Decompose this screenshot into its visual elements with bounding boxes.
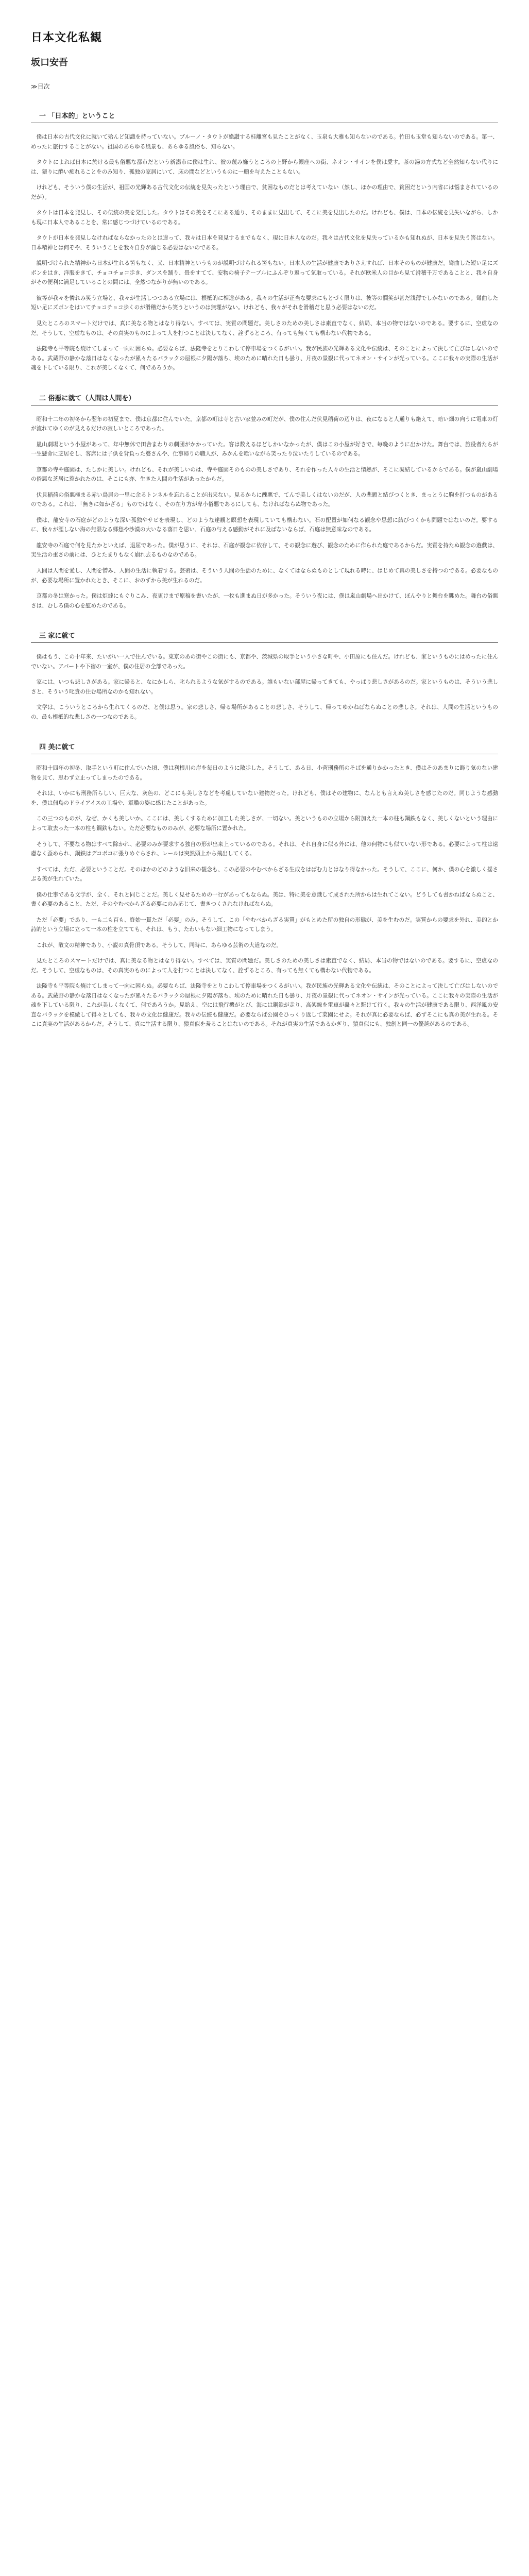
table-of-contents-link[interactable]: ≫目次 [31,83,50,90]
chapter-body [31,132,498,373]
body-paragraph: 法隆寺も平等院も焼けてしまって一向に困らぬ。必要ならば、法隆寺をとりこわして停車場をつくるがいい。我が民族の光輝ある文化や伝統は、そのことによって決して亡びはしないのである。武蔵野の静かな落日はなくなったが累々たるバラックの屋根に夕陽が落ち、埃のために晴れた日も曇り、月夜の景観に代ってネオン・サインが光っている。ここに我々の実際の生活が魂を下している限り、これが美しくなくて、何であろうか。 [31,346,498,371]
body-paragraph: 文学は、こういうところから生れてくるのだ、と僕は思う。家の悲しさ、帰る場所があることの悲しさ、そうして、帰ってゆかねばならぬことの悲しさ。それは、人間の生活というものの、最も根柢的な悲しさの一つなのである。 [31,704,498,720]
body-paragraph: 昭和十四年の初冬、取手という町に住んでいた頃、僕は利根川の岸を毎日のように散歩した。そうして、ある日、小菅刑務所のそばを通りかかったとき、僕はそのあまりに飾り気のない建物を見て、思わず立止ってしまったのである。 [31,765,498,781]
body-paragraph: タウトが日本を発見しなければならなかったのとは違って、我々は日本を発見するまでもなく、現に日本人なのだ。我々は古代文化を見失っているかも知れぬが、日本を見失う筈はない。日本精神とは何ぞや、そういうことを我々自身が論じる必要はないのである。 [31,235,498,251]
body-paragraph: 京都の冬は寒かった。僕は炬燵にもぐりこみ、夜更けまで原稿を書いたが、一枚も進まぬ日が多かった。そういう夜には、僕は嵐山劇場へ出かけて、ぼんやりと舞台を眺めた。舞台の俗悪さは、むしろ僕の心を慰めたのである。 [31,593,498,609]
body-paragraph: 嵐山劇場という小屋があって、年中無休で田舎まわりの劇団がかかっていた。客は数えるほどしかいなかったが、僕はこの小屋が好きで、毎晩のように出かけた。舞台では、旅役者たちが一生懸命に芝居をし、客席には子供を背負った婆さんや、仕事帰りの職人が、みかんを喰いながら笑ったり泣いたりしているのである。 [31,441,498,457]
body-paragraph: ただ「必要」であり、一も二も百も、終始一貫ただ「必要」のみ。そうして、この「やむべからざる実質」がもとめた所の独自の形態が、美を生むのだ。実質からの要求を外れ、美的とか詩的という立場に立って一本の柱を立てても、それは、もう、たわいもない細工物になってしまう。 [31,917,498,933]
body-paragraph: タウトは日本を発見し、その伝統の美を発見した。タウトはその美をそこにある通り、そのままに見出して、そこに美を見出したのだ。けれども、僕は、日本の伝統を見失いながら、しかも現に日本人であることを、常に感じつづけているのである。 [31,210,498,226]
body-paragraph: 家には、いつも悲しさがある。家に帰ると、なにかしら、叱られるような気がするのである。誰もいない部屋に帰ってきても、やっぱり悲しさがあるのだ。家というものは、そういう悲しさと、そういう叱責の住む場所なのかも知れない。 [31,679,498,695]
chapter-body [31,764,498,1029]
chapter-body [31,652,498,722]
chapter-heading: 一 「日本的」ということ [31,110,498,123]
chapters-container [31,110,498,1029]
body-paragraph: 龍安寺の石庭で何を見たかといえば、退屈であった。僕が思うに、それは、石庭が観念に依存して、その観念に遊び、観念のために作られた庭であるからだ。実質を持たぬ観念の遊戯は、実生活の重さの前には、ひとたまりもなく崩れ去るものなのである。 [31,542,498,558]
body-paragraph: 京都の寺や庭園は、たしかに美しい。けれども、それが美しいのは、寺や庭園そのものの美しさであり、それを作った人々の生活と情熱が、そこに凝結しているからである。僕が嵐山劇場の俗悪な芝居に惹かれたのは、そこにも亦、生きた人間の生活があったからだ。 [31,466,498,483]
body-paragraph: 僕はもう、この十年来、たいがい一人で住んでいる。東京のあの街やこの街にも、京都や、茨城県の取手という小さな町や、小田原にも住んだ。けれども、家というものにはめったに住んでいない。アパートや下宿の一室が、僕の住居の全部であった。 [31,654,498,670]
body-paragraph: この三つのものが、なぜ、かくも美しいか。ここには、美しくするために加工した美しさが、一切ない。美というものの立場から附加えた一本の柱も鋼鉄もなく、美しくないという理由によって取去った一本の柱も鋼鉄もない。ただ必要なもののみが、必要な場所に置かれた。 [31,816,498,832]
body-paragraph: 彼等が我々を憐れみ笑う立場と、我々が生活しつつある立場には、根柢的に相違がある。我々の生活が正当な要求にもとづく限りは、彼等の憫笑が甚だ浅薄でしかないのである。彎曲した短い足にズボンをはいてチョコチョコ歩くのが滑稽だから笑うというのは無理がない。けれども、我々がそれを滑稽だと思う必要はないのだ。 [31,295,498,311]
chapter-heading: 四 美に就て [31,741,498,754]
chapter-section [31,630,498,722]
chapter-body [31,415,498,611]
body-paragraph: それは、いかにも刑務所らしい、巨大な、灰色の、どこにも美しさなどを考慮していない建物だった。けれども、僕はその建物に、なんとも言えぬ美しさを感じたのだ。同じような感動を、僕は佃島のドライアイスの工場や、軍艦の姿に感じたことがあった。 [31,790,498,806]
chapter-section [31,741,498,1029]
body-paragraph: 僕は、龍安寺の石庭がどのような深い孤独やサビを表現し、どのような達観と瞑想を表現していても構わない。石の配置が如何なる観念や思想に結びつくかも問題ではないのだ。要するに、我々が涯しない海の無限なる郷愁や沙漠の大いなる落日を思い、石庭の与える感動がそれに及ばないならば、石庭は無意味なのである。 [31,517,498,533]
chapter-heading: 二 俗悪に就て（人間は人間を） [31,393,498,405]
body-paragraph: けれども、そういう僕の生活が、祖国の光輝ある古代文化の伝統を見失ったという理由で、貧困なものだとは考えていない（然し、ほかの理由で、貧困だという内省には悩まされているのだが）。 [31,184,498,200]
chapter-heading: 三 家に就て [31,630,498,643]
body-paragraph: すべては、ただ、必要ということだ。そのほかのどのような旧来の観念も、この必要のやむべからざる生成をはばむ力とはなり得なかった。そうして、ここに、何か、僕の心を激しく揺さぶる美が生れていた。 [31,866,498,883]
body-paragraph: 人間は人間を愛し、人間を憎み、人間の生活に執着する。芸術は、そういう人間の生活のために、なくてはならぬものとして現れる時に、はじめて真の美しさを持つのである。必要なものが、必要な場所に置かれたとき、そこに、おのずから美が生れるのだ。 [31,568,498,584]
body-paragraph: そうして、不要なる物はすべて除かれ、必要のみが要求する独自の形が出来上っているのである。それは、それ自身に似る外には、他の何物にも似ていない形である。必要によって柱は遠慮なく歪められ、鋼鉄はデコボコに張りめぐらされ、レールは突然頭上から飛出してくる。 [31,841,498,857]
body-paragraph: これが、散文の精神であり、小説の真骨頂である。そうして、同時に、あらゆる芸術の大道なのだ。 [36,942,282,948]
book-title: 日本文化私観 [31,31,103,44]
chapter-section [31,110,498,373]
body-paragraph: 僕の仕事である文学が、全く、それと同じことだ。美しく見せるための一行があってもならぬ。美は、特に美を意識して成された所からは生れてこない。どうしても書かねばならぬこと、書く必要のあること、ただ、そのやむべからざる必要にのみ応じて、書きつくされなければならぬ。 [31,891,498,908]
author-name: 坂口安吾 [31,57,68,68]
body-paragraph: 僕は日本の古代文化に就いて殆んど知識を持っていない。ブルーノ・タウトが絶讃する桂離宮も見たことがなく、玉泉も大雅も知らないのである。竹田も玉堂も知らないのである。第一、めったに旅行することがない。祖国のあらゆる風景も、あらゆる風俗も、知らない。 [31,134,498,150]
body-paragraph: 伏見稲荷の俗悪極まる赤い鳥居の一里に余るトンネルを忘れることが出来ない。見るからに醜悪で、てんで美しくはないのだが、人の悲願と結びつくとき、まっとうに胸を打つものがあるのである。これは、「無きに如かざる」ものではなく、その在り方が卑小俗悪であるにしても、なければならぬ物であった。 [31,492,498,508]
body-paragraph: タウトによれば日本に於ける最も俗悪な都市だという新潟市に僕は生れ、彼の蔑み嫌うところの上野から銀座への街、ネオン・サインを僕は愛す。茶の湯の方式など全然知らない代りには、猥りに酔い痴れることをのみ知り、孤独の家居にいて、床の間などというものに一顧を与えたこともない。 [31,159,498,175]
body-paragraph: 法隆寺も平等院も焼けてしまって一向に困らぬ。必要ならば、法隆寺をとりこわして停車場をつくるがいい。我が民族の光輝ある文化や伝統は、そのことによって決して亡びはしないのである。武蔵野の静かな落日はなくなったが累々たるバラックの屋根に夕陽が落ち、埃のために晴れた日も曇り、月夜の景観に代ってネオン・サインが光っている。ここに我々の実際の生活が魂を下している限り、これが美しくなくて、何であろうか。見給え、空には飛行機がとび、海には鋼鉄が走り、高架線を電車が轟々と駈けて行く。我々の生活が健康である限り、西洋風の安直なバラックを模倣して得々としても、我々の文化は健康だ。我々の伝統も健康だ。必要ならば公園をひっくり返して菜園にせよ。それが真に必要ならば、必ずそこにも真の美が生れる。そこに真実の生活があるからだ。そうして、真に生活する限り、猿真似を羞ることはないのである。それが真実の生活であるかぎり、猿真似にも、独創と同一の優越があるのである。 [31,983,498,1028]
body-paragraph: 見たところのスマートだけでは、真に美なる物とはなり得ない。すべては、実質の問題だ。美しさのための美しさは素直でなく、結局、本当の物ではないのである。要するに、空虚なのだ。そうして、空虚なものは、その真実のものによって人を打つことは決してなく、詮ずるところ、有っても無くても構わない代物である。 [31,958,498,974]
body-paragraph: 見たところのスマートだけでは、真に美なる物とはなり得ない。すべては、実質の問題だ。美しさのための美しさは素直でなく、結局、本当の物ではないのである。要するに、空虚なのだ。そうして、空虚なものは、その真実のものによって人を打つことは決してなく、詮ずるところ、有っても無くても構わない代物である。 [31,320,498,336]
chapter-section [31,393,498,611]
body-paragraph: 昭和十二年の初冬から翌年の初夏まで、僕は京都に住んでいた。京都の町は寺と古い家並みの町だが、僕の住んだ伏見稲荷の辺りは、夜になると人通りも絶えて、暗い畑の向うに電車の灯が流れてゆくのが見えるだけの寂しいところであった。 [31,416,498,432]
body-paragraph: 説明づけられた精神から日本が生れる筈もなく、又、日本精神というものが説明づけられる筈もない。日本人の生活が健康でありさえすれば、日本そのものが健康だ。彎曲した短い足にズボンをはき、洋服をきて、チョコチョコ歩き、ダンスを踊り、畳をすてて、安物の椅子テーブルにふんぞり返って気取っている。それが欧米人の目から見て滑稽千万であることと、我々自身がその便利に満足していることの間には、全然つながりが無いのである。 [31,260,498,286]
